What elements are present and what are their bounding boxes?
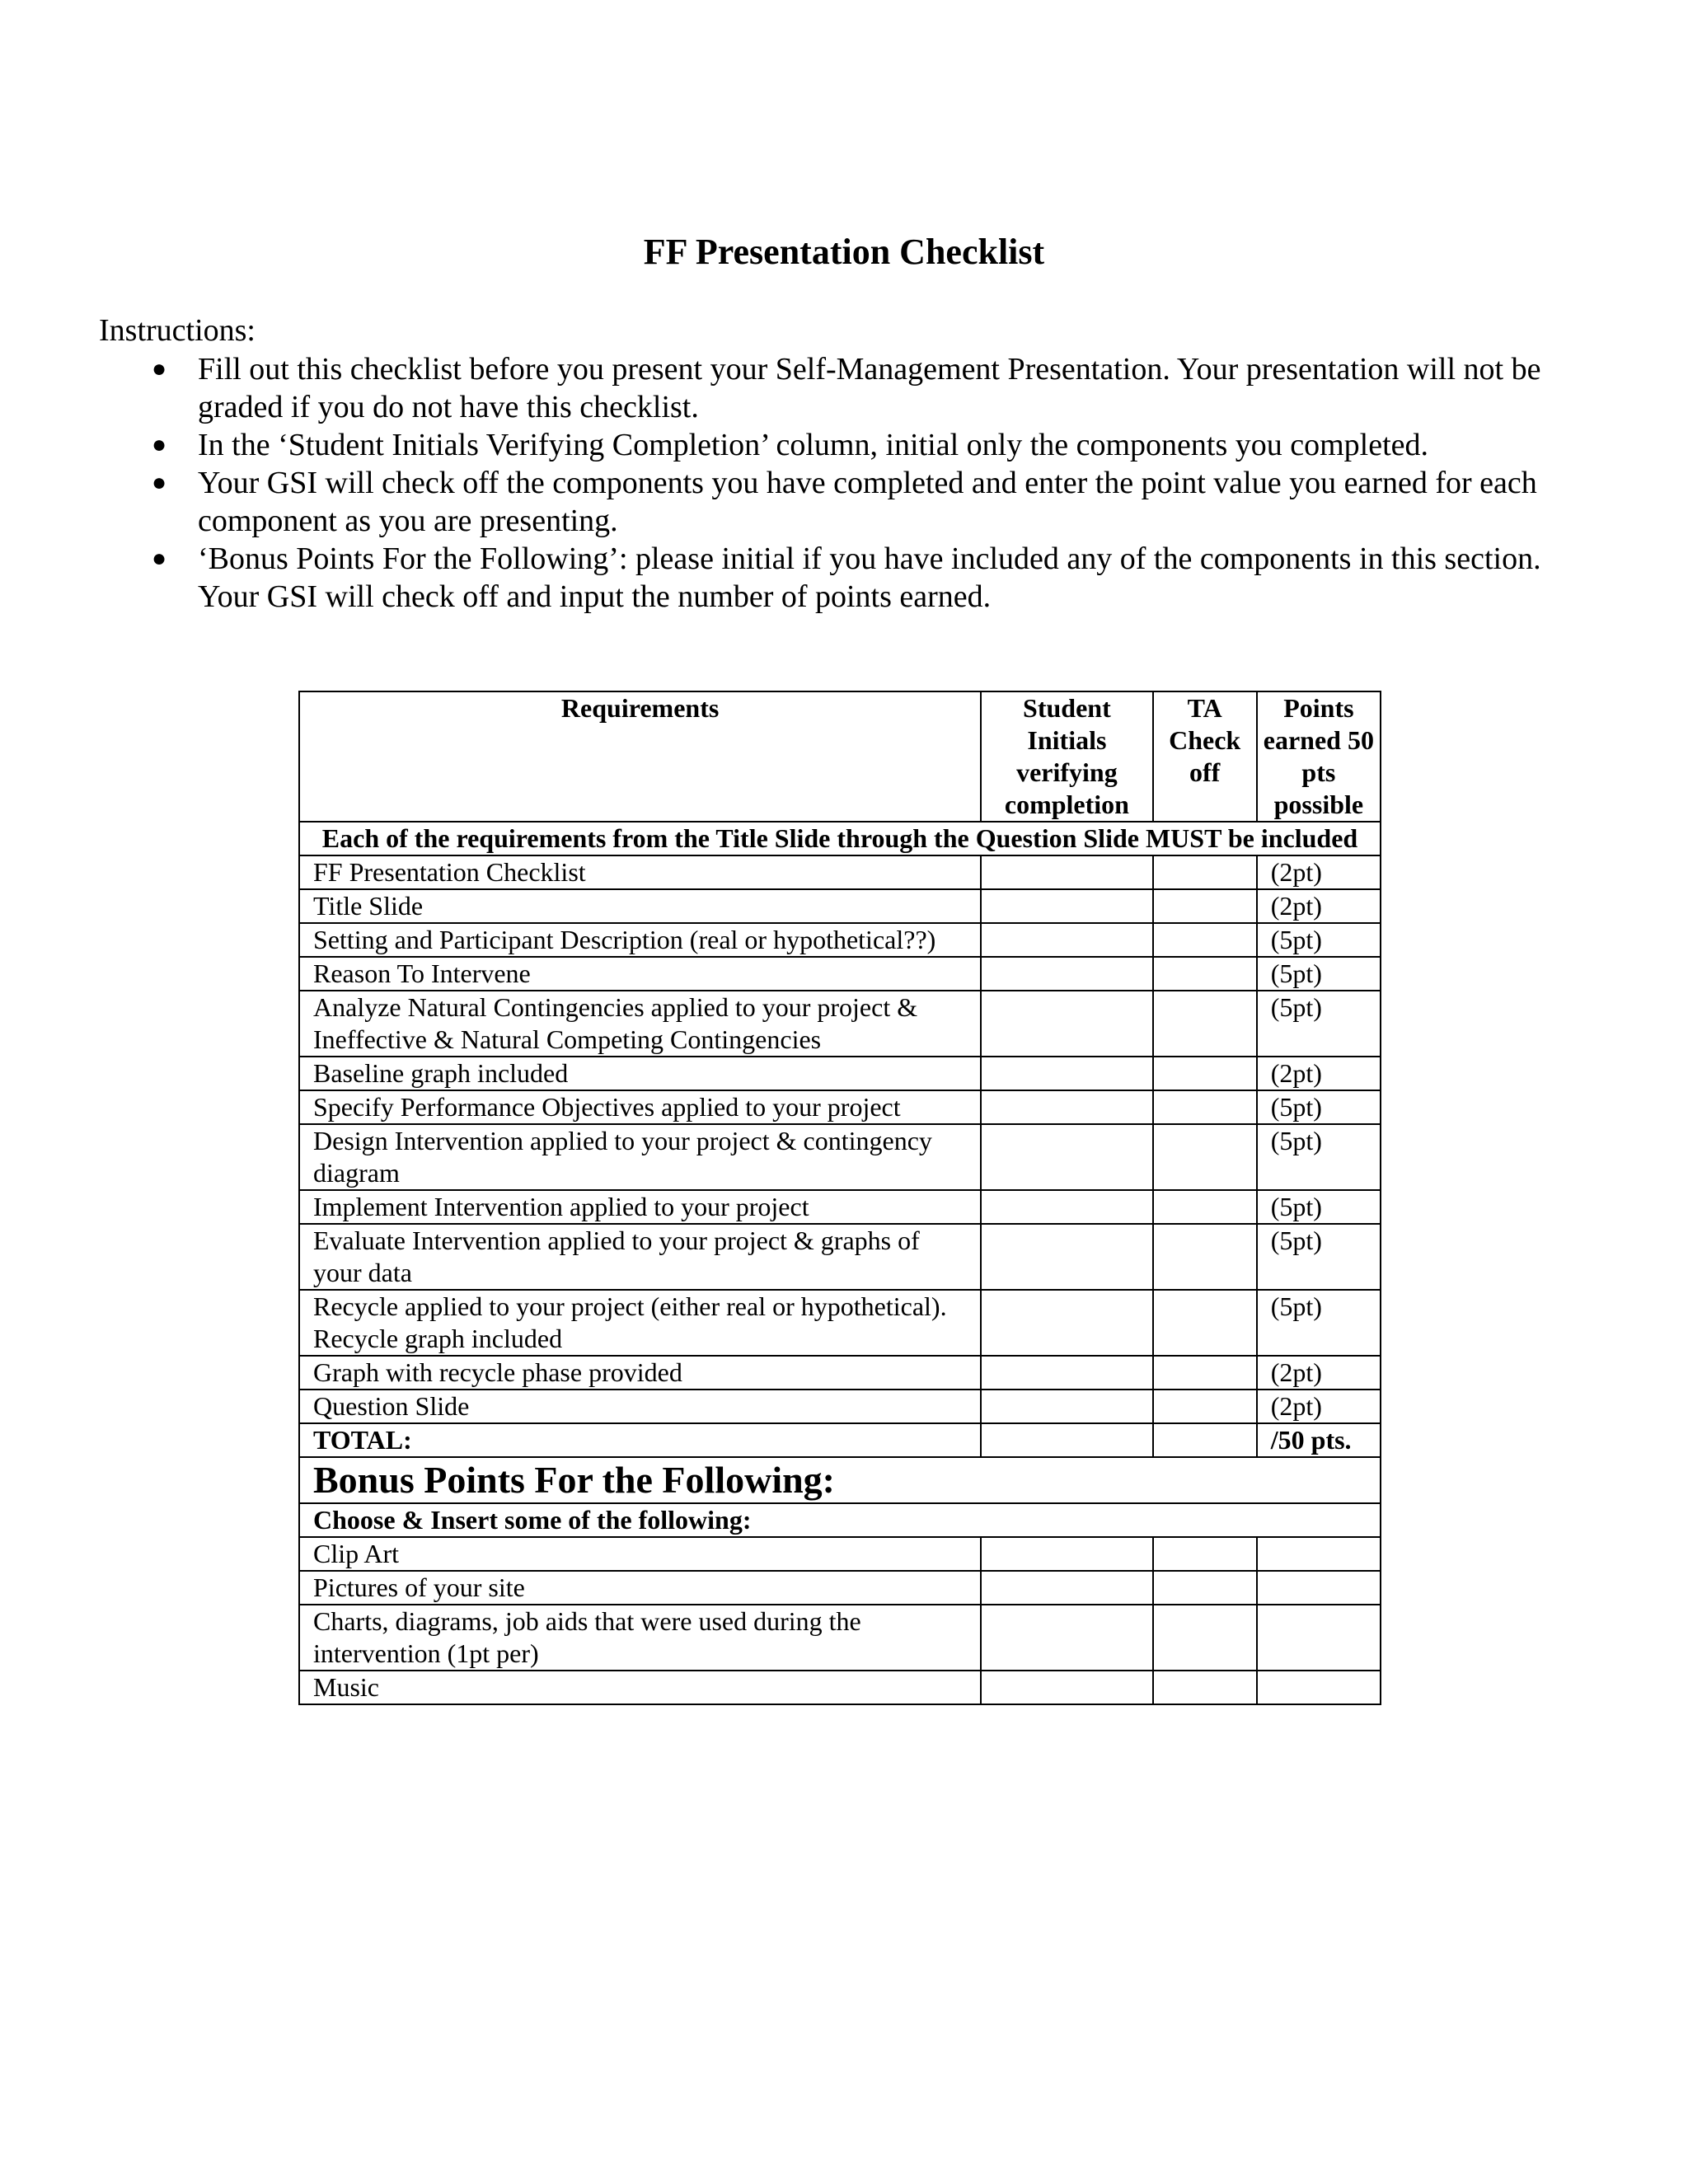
bonus-row xyxy=(299,1571,1381,1605)
bonus-row xyxy=(299,1605,1381,1671)
requirement-cell: Specify Performance Objectives applied to your project xyxy=(299,1090,981,1124)
total-row xyxy=(299,1423,1381,1457)
requirement-cell: Question Slide xyxy=(299,1390,981,1423)
bonus-subtitle-row xyxy=(299,1503,1381,1537)
student-initials-cell[interactable] xyxy=(981,1057,1152,1090)
points-cell[interactable] xyxy=(1257,1671,1381,1704)
requirement-cell: Title Slide xyxy=(299,889,981,923)
requirement-cell: Design Intervention applied to your project & contingency diagram xyxy=(299,1124,981,1190)
requirement-cell: Reason To Intervene xyxy=(299,957,981,991)
requirement-cell: Evaluate Intervention applied to your project & graphs of your data xyxy=(299,1224,981,1290)
bullet-icon: ● xyxy=(152,469,167,496)
bonus-row xyxy=(299,1671,1381,1704)
total-points: /50 pts. xyxy=(1257,1423,1381,1457)
bonus-item-cell: Charts, diagrams, job aids that were used during the intervention (1pt per) xyxy=(299,1605,981,1671)
ta-check-cell[interactable] xyxy=(1153,923,1257,957)
points-cell: (5pt) xyxy=(1257,957,1381,991)
table-header-row xyxy=(299,691,1381,822)
instruction-item xyxy=(99,350,1582,426)
instruction-item xyxy=(99,540,1582,616)
student-initials-cell[interactable] xyxy=(981,889,1152,923)
table-row xyxy=(299,1124,1381,1190)
ta-check-cell[interactable] xyxy=(1153,1390,1257,1423)
student-initials-cell[interactable] xyxy=(981,1605,1152,1671)
instruction-text: Fill out this checklist before you present your Self-Management Presentation. Your presentation will not be graded if you do not have this checklist. xyxy=(198,352,1541,424)
points-cell: (5pt) xyxy=(1257,1290,1381,1356)
requirement-cell: Implement Intervention applied to your project xyxy=(299,1190,981,1224)
table-row xyxy=(299,957,1381,991)
points-cell: (5pt) xyxy=(1257,1224,1381,1290)
ta-check-cell[interactable] xyxy=(1153,991,1257,1057)
table-row xyxy=(299,1090,1381,1124)
ta-check-cell[interactable] xyxy=(1153,1057,1257,1090)
ta-check-cell[interactable] xyxy=(1153,1571,1257,1605)
ta-check-cell[interactable] xyxy=(1153,1090,1257,1124)
ta-check-cell[interactable] xyxy=(1153,1224,1257,1290)
bonus-item-cell: Clip Art xyxy=(299,1537,981,1571)
bonus-item-cell: Pictures of your site xyxy=(299,1571,981,1605)
requirement-cell: FF Presentation Checklist xyxy=(299,855,981,889)
requirement-cell: Graph with recycle phase provided xyxy=(299,1356,981,1390)
ta-check-cell[interactable] xyxy=(1153,1605,1257,1671)
requirement-cell: Analyze Natural Contingencies applied to your project & Ineffective & Natural Competing Contingencies xyxy=(299,991,981,1057)
points-cell: (5pt) xyxy=(1257,991,1381,1057)
ta-check-cell[interactable] xyxy=(1153,1671,1257,1704)
requirement-cell: Baseline graph included xyxy=(299,1057,981,1090)
points-cell[interactable] xyxy=(1257,1537,1381,1571)
table-row xyxy=(299,1356,1381,1390)
instruction-text: ‘Bonus Points For the Following’: please initial if you have included any of the components in this section. Your GSI will check off and input the number of points earned. xyxy=(198,541,1541,614)
ta-check-cell[interactable] xyxy=(1153,1124,1257,1190)
ta-check-cell[interactable] xyxy=(1153,1290,1257,1356)
points-cell: (5pt) xyxy=(1257,1090,1381,1124)
bullet-icon: ● xyxy=(152,431,167,458)
instruction-text: In the ‘Student Initials Verifying Completion’ column, initial only the components you completed. xyxy=(198,428,1429,462)
student-initials-cell[interactable] xyxy=(981,957,1152,991)
ta-check-cell[interactable] xyxy=(1153,1356,1257,1390)
student-initials-cell[interactable] xyxy=(981,1423,1152,1457)
table-row xyxy=(299,1224,1381,1290)
table-row xyxy=(299,855,1381,889)
instruction-item xyxy=(99,464,1582,540)
bonus-title: Bonus Points For the Following: xyxy=(299,1457,1381,1503)
instructions-list xyxy=(99,350,1582,616)
ta-check-cell[interactable] xyxy=(1153,855,1257,889)
student-initials-cell[interactable] xyxy=(981,1290,1152,1356)
bullet-icon: ● xyxy=(152,355,167,382)
student-initials-cell[interactable] xyxy=(981,1124,1152,1190)
student-initials-cell[interactable] xyxy=(981,1571,1152,1605)
points-cell: (2pt) xyxy=(1257,1057,1381,1090)
instructions-heading: Instructions: xyxy=(99,313,256,348)
table-row xyxy=(299,1190,1381,1224)
student-initials-cell[interactable] xyxy=(981,1356,1152,1390)
bonus-item-cell: Music xyxy=(299,1671,981,1704)
ta-check-cell[interactable] xyxy=(1153,1423,1257,1457)
instruction-text: Your GSI will check off the components you have completed and enter the point value you earned for each component as you are presenting. xyxy=(198,466,1537,538)
points-cell: (2pt) xyxy=(1257,1356,1381,1390)
points-cell: (2pt) xyxy=(1257,889,1381,923)
table-row xyxy=(299,1390,1381,1423)
ta-check-cell[interactable] xyxy=(1153,1190,1257,1224)
student-initials-cell[interactable] xyxy=(981,1390,1152,1423)
table-row xyxy=(299,1290,1381,1356)
table-row xyxy=(299,889,1381,923)
points-cell: (2pt) xyxy=(1257,855,1381,889)
instruction-item xyxy=(99,426,1582,464)
table-row xyxy=(299,923,1381,957)
header-requirements: Requirements xyxy=(299,691,981,822)
student-initials-cell[interactable] xyxy=(981,991,1152,1057)
points-cell: (5pt) xyxy=(1257,923,1381,957)
ta-check-cell[interactable] xyxy=(1153,889,1257,923)
section-note-row xyxy=(299,822,1381,855)
header-student-initials: Student Initials verifying completion xyxy=(981,691,1152,822)
bonus-title-row xyxy=(299,1457,1381,1503)
bonus-row xyxy=(299,1537,1381,1571)
points-cell: (5pt) xyxy=(1257,1124,1381,1190)
student-initials-cell[interactable] xyxy=(981,1671,1152,1704)
points-cell[interactable] xyxy=(1257,1605,1381,1671)
header-points: Points earned 50 pts possible xyxy=(1257,691,1381,822)
student-initials-cell[interactable] xyxy=(981,923,1152,957)
ta-check-cell[interactable] xyxy=(1153,957,1257,991)
student-initials-cell[interactable] xyxy=(981,1190,1152,1224)
student-initials-cell[interactable] xyxy=(981,855,1152,889)
student-initials-cell[interactable] xyxy=(981,1537,1152,1571)
student-initials-cell[interactable] xyxy=(981,1224,1152,1290)
total-label: TOTAL: xyxy=(299,1423,981,1457)
bullet-icon: ● xyxy=(152,545,167,572)
header-ta-check: TA Check off xyxy=(1153,691,1257,822)
points-cell: (5pt) xyxy=(1257,1190,1381,1224)
checklist-table xyxy=(298,691,1381,1705)
bonus-subtitle: Choose & Insert some of the following: xyxy=(299,1503,1381,1537)
ta-check-cell[interactable] xyxy=(1153,1537,1257,1571)
section-note: Each of the requirements from the Title Slide through the Question Slide MUST be included xyxy=(299,822,1381,855)
points-cell[interactable] xyxy=(1257,1571,1381,1605)
requirement-cell: Recycle applied to your project (either real or hypothetical). Recycle graph included xyxy=(299,1290,981,1356)
table-row xyxy=(299,1057,1381,1090)
table-row xyxy=(299,991,1381,1057)
page-title: FF Presentation Checklist xyxy=(643,232,1045,272)
student-initials-cell[interactable] xyxy=(981,1090,1152,1124)
requirement-cell: Setting and Participant Description (real or hypothetical??) xyxy=(299,923,981,957)
points-cell: (2pt) xyxy=(1257,1390,1381,1423)
